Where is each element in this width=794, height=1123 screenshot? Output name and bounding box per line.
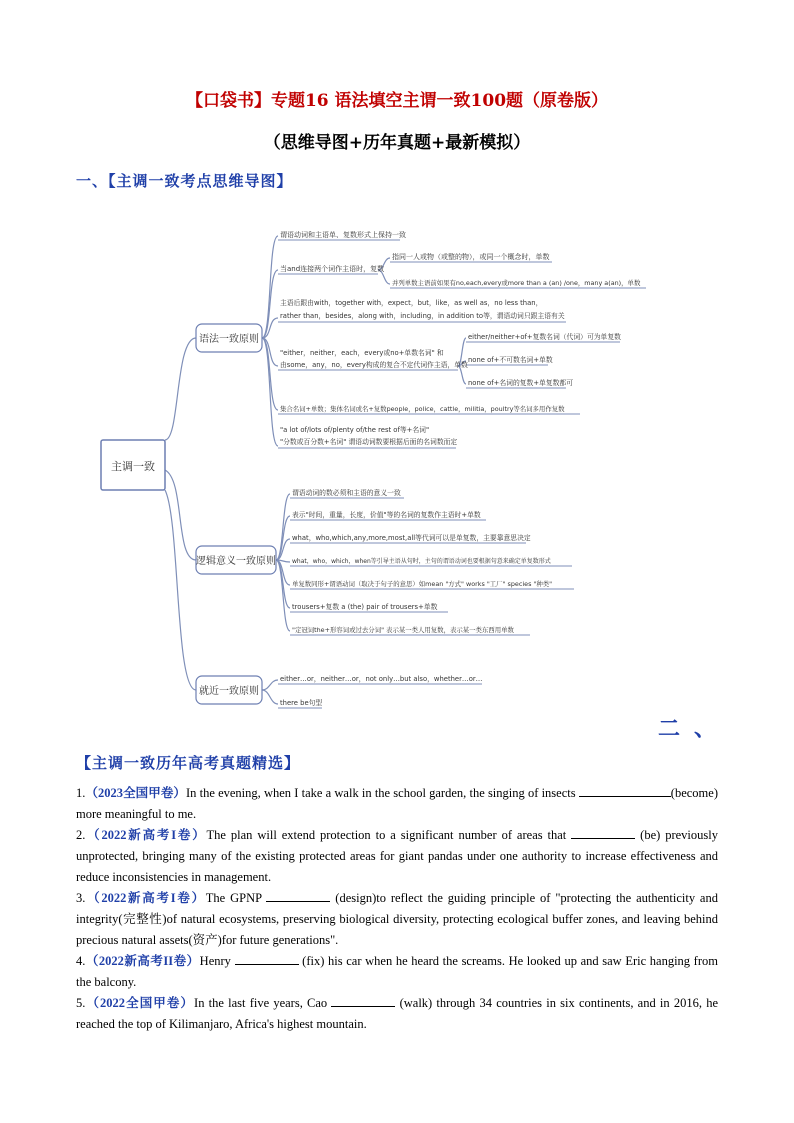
mm-item: what，who,which,any,more,most,all等代词可以是单复数，主要靠意思决定 [292, 534, 531, 542]
question-text: The GPNP [205, 891, 267, 905]
mm-item: there be句型 [280, 699, 323, 707]
question-number: 3. [76, 891, 86, 905]
question-text: The plan will extend protection to a significant number of areas that [206, 828, 572, 842]
mm-item: rather than，besides，along with，including，in addition to等，谓语动词只跟主语有关 [280, 312, 565, 320]
question-source: （2023全国甲卷） [85, 786, 186, 800]
mm-item: none of+不可数名词+单数 [468, 356, 553, 364]
mm-item: none of+名词的复数+单复数都可 [468, 379, 574, 387]
mm-item: 集合名词+单数；集体名词或名+复数people，police，cattle，militia，poultry等名词多用作复数 [280, 405, 565, 413]
mm-item: 单复数同形+谓语动词（取决于句子的意思）如mean "方式" works "工厂" species "种类" [292, 580, 553, 588]
question-item [76, 825, 718, 888]
mm-root-label: 主调一致 [111, 460, 155, 473]
question-text: (be) previously unprotected, bringing many of the existing protected areas for giant pandas under one authority to increase effectiveness and reduce inconsistencies in management. [76, 828, 718, 884]
question-text: (fix) his car when he heard the screams. He looked up and saw Eric hanging from the balcony. [76, 954, 718, 989]
mm-item: "定冠词the+形容词或过去分词" 表示某一类人用复数，表示某一类东西用单数 [292, 626, 514, 634]
mm-item: 主语后跟由with，together with，expect，but，like，as well as，no less than， [280, 299, 543, 307]
page-subtitle: （思维导图+历年真题+最新模拟） [263, 133, 531, 153]
question-item [76, 993, 718, 1035]
question-source: （2022新高考I卷） [85, 891, 206, 905]
question-source: （2022新高考I卷） [85, 828, 207, 842]
answer-blank[interactable] [579, 784, 671, 797]
question-item [76, 783, 718, 825]
mm-item: 并列单数主语前如果有no,each,every或more than a (an) /one，many a(an)，单数 [392, 279, 641, 287]
mm-link-root-1 [165, 338, 196, 440]
mm-item: trousers+复数 a (the) pair of trousers+单数 [292, 603, 438, 611]
section-heading-exams: 【主调一致历年高考真题精选】 [76, 754, 301, 772]
mm-item: either/neither+of+复数名词（代词）可为单复数 [468, 333, 621, 341]
mm-item: 指同一人或物（或整的物），或同一个概念时，单数 [392, 253, 550, 261]
question-list [76, 783, 718, 1035]
mm-item: "either，neither，each，every或no+单数名词" 和 [280, 349, 444, 357]
mm-item: either…or，neither…or，not only…but also，whether…or… [280, 675, 483, 683]
question-source: （2022全国甲卷） [85, 996, 195, 1010]
mm-branch-label-3: 就近一致原则 [199, 686, 259, 697]
section-heading-mindmap: 一、【主调一致考点思维导图】 [76, 172, 293, 190]
mm-link-root-2 [165, 470, 196, 560]
question-text: (design)to reflect the guiding principle of "protecting the authenticity and integrity(完整性)of natural ecosystems, preserving biological diversity, protecting ecological buffer zones, and leaving behind precious natural assets(资产)for future generations". [76, 891, 718, 947]
question-item [76, 951, 718, 993]
mm-item: 谓语动词和主语单、复数形式上保持一致 [280, 231, 406, 239]
mm-item: "分数或百分数+名词" 谓语动词数要根据后面的名词数而定 [280, 438, 458, 446]
answer-blank[interactable] [266, 889, 330, 902]
mm-item: 当and连接两个词作主语时，复数 [280, 265, 385, 273]
mm-item: 谓语动词的数必须和主语的意义一致 [292, 489, 401, 497]
question-number: 1. [76, 786, 86, 800]
question-text: Henry [199, 954, 235, 968]
question-item [76, 888, 718, 951]
answer-blank[interactable] [331, 994, 395, 1007]
question-text: (become) more meaningful to me. [76, 786, 718, 821]
mm-item: "a lot of/lots of/plenty of/the rest of等+名词" [280, 426, 430, 434]
section-number: 二、 [658, 717, 731, 742]
mm-branch-label-2: 逻辑意义一致原则 [196, 556, 276, 567]
question-text: In the last five years, Cao [194, 996, 332, 1010]
mm-item: 由some，any，no，every构成的复合不定代词作主语，单数 [280, 361, 468, 369]
answer-blank[interactable] [235, 952, 299, 965]
question-number: 4. [76, 954, 86, 968]
question-source: （2022新高考II卷） [85, 954, 200, 968]
question-text: In the evening, when I take a walk in the school garden, the singing of insects [186, 786, 579, 800]
mm-item: what，who，which，when等引导主语从句时，主句的谓语动词也要根据句意来确定单复数形式 [292, 558, 551, 565]
question-number: 2. [76, 828, 86, 842]
answer-blank[interactable] [571, 826, 635, 839]
mm-item: 表示"时间，重量，长度，价值"等的名词的复数作主语时+单数 [292, 511, 481, 519]
question-text: (walk) through 34 countries in six continents, and in 2016, he reached the top of Kilimanjaro, Africa's highest mountain. [76, 996, 718, 1031]
page-title: 【口袋书】专题16 语法填空主谓一致100题（原卷版） [185, 91, 609, 111]
mm-branch-label-1: 语法一致原则 [199, 334, 259, 345]
question-number: 5. [76, 996, 86, 1010]
